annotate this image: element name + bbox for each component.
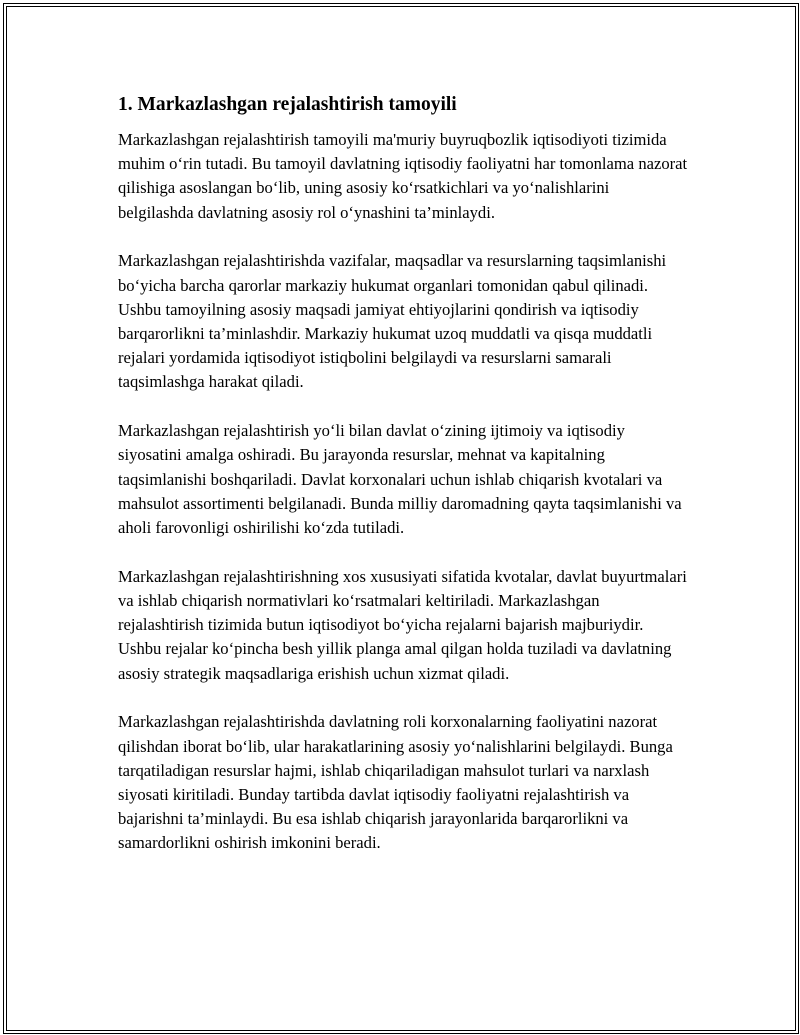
paragraph-5: Markazlashgan rejalashtirishda davlatning roli korxonalarning faoliyatini nazorat qilishdan iborat bo‘lib, ular harakatlarining asosiy yo‘nalishlarini belgilaydi. Bunga tarqatiladigan resurslar hajmi, ishlab chiqariladigan mahsulot turlari va narxlash siyosati kiritiladi. Bunday tartibda davlat iqtisodiy faoliyatni rejalashtirish va bajarishni ta’minlaydi. Bu esa ishlab chiqarish jarayonlarida barqarorlikni va samardorlikni oshirish imkonini beradi. [118, 712, 673, 853]
paragraph-2: Markazlashgan rejalashtirishda vazifalar, maqsadlar va resurslarning taqsimlanishi bo‘yicha barcha qarorlar markaziy hukumat organlari tomonidan qabul qilinadi. Ushbu tamoyilning asosiy maqsadi jamiyat ehtiyojlarini qondirish va iqtisodiy barqarorlikni ta’minlashdir. Markaziy hukumat uzoq muddatli va qisqa muddatli rejalari yordamida iqtisodiyot istiqbolini belgilaydi va resurslarni samarali taqsimlashga harakat qiladi. [118, 251, 667, 392]
section-heading: 1. Markazlashgan rejalashtirish tamoyili [118, 94, 457, 115]
document-body [118, 92, 688, 880]
paragraph-1: Markazlashgan rejalashtirish tamoyili ma'muriy buyruqbozlik iqtisodiyoti tizimida muhim o‘rin tutadi. Bu tamoyil davlatning iqtisodiy faoliyatni har tomonlama nazorat qilishiga asoslangan bo‘lib, uning asosiy ko‘rsatkichlari va yo‘nalishlarini belgilashda davlatning asosiy rol o‘ynashini ta’minlaydi. [118, 130, 688, 222]
paragraph-3: Markazlashgan rejalashtirish yo‘li bilan davlat o‘zining ijtimoiy va iqtisodiy siyosatini amalga oshiradi. Bu jarayonda resurslar, mehnat va kapitalning taqsimlanishi boshqariladi. Davlat korxonalari uchun ishlab chiqarish kvotalari va mahsulot assortimenti belgilanadi. Bunda milliy daromadning qayta taqsimlanishi va aholi farovonligi oshirilishi ko‘zda tutiladi. [118, 421, 682, 538]
paragraph-4: Markazlashgan rejalashtirishning xos xususiyati sifatida kvotalar, davlat buyurtmalari va ishlab chiqarish normativlari ko‘rsatmalari keltiriladi. Markazlashgan rejalashtirish tizimida butun iqtisodiyot bo‘yicha rejalarni bajarish majburiydir. Ushbu rejalar ko‘pincha besh yillik planga amal qilgan holda tuziladi va davlatning asosiy strategik maqsadlariga erishish uchun xizmat qiladi. [118, 566, 687, 683]
